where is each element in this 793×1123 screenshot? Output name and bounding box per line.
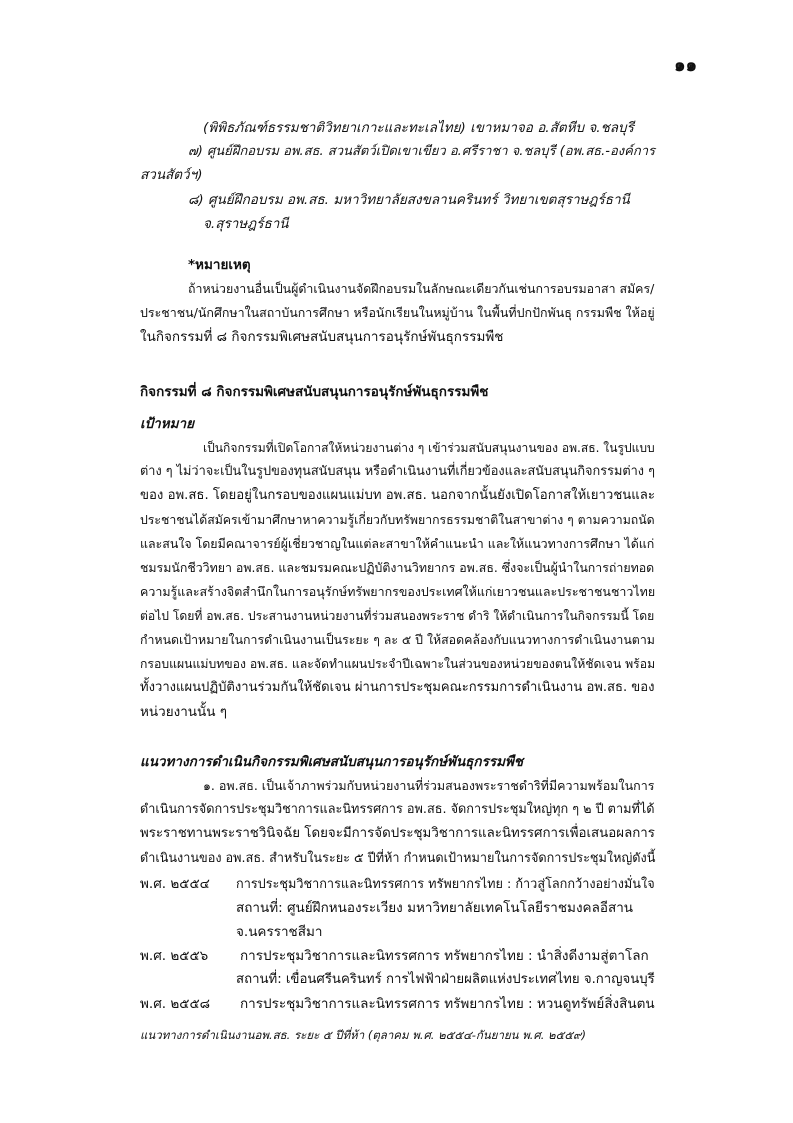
page-footer: แนวทางการดำเนินงานอพ.สธ. ระยะ ๕ ปีที่ห้า (ตุลาคม พ.ศ. ๒๕๕๔-กันยายน พ.ศ. ๒๕๕๙) xyxy=(140,1028,586,1042)
schedule-event: การประชุมวิชาการและนิทรรศการ ทรัพยากรไทย : ก้าวสู่โลกกว้างอย่างมั่นใจ xyxy=(236,876,655,891)
list-line: สวนสัตว์ฯ) xyxy=(140,167,203,183)
schedule-event: การประชุมวิชาการและนิทรรศการ ทรัพยากรไทย : นำสิ่งดีงามสู่ตาโลก xyxy=(240,948,649,964)
activity-heading: กิจกรรมที่ ๘ กิจกรรมพิเศษสนับสนุนการอนุรักษ์พันธุกรรมพืช xyxy=(140,384,489,400)
schedule-venue: จ.นครราชสีมา xyxy=(236,924,323,940)
list-line: (พิพิธภัณฑ์ธรรมชาติวิทยาเกาะและทะเลไทย) เขาหมาจอ อ.สัตหีบ จ.ชลบุรี xyxy=(203,120,634,136)
list-line: จ.สุราษฎร์ธานี xyxy=(203,216,289,232)
note-line: ถ้าหน่วยงานอื่นเป็นผู้ดำเนินงานจัดฝึกอบรมในลักษณะเดียวกันเช่นการอบรมอาสา สมัคร/ xyxy=(188,281,655,296)
goal-line: กรอบแผนแม่บทของ อพ.สธ. และจัดทำแผนประจำปีเฉพาะในส่วนของหน่วยของตนให้ชัดเจน พร้อม xyxy=(140,657,656,671)
list-item-7: ๗) ศูนย์ฝึกอบรม อพ.สธ. สวนสัตว์เปิดเขาเขียว อ.ศรีราชา จ.ชลบุรี (อพ.สธ.-องค์การ xyxy=(188,144,656,159)
goal-line: เป็นกิจกรรมที่เปิดโอกาสให้หน่วยงานต่าง ๆ เข้าร่วมสนับสนุนงานของ อพ.สธ. ในรูปแบบ xyxy=(203,441,655,455)
goal-line: หน่วยงานนั้น ๆ xyxy=(140,704,228,720)
goal-title: เป้าหมาย xyxy=(140,416,195,432)
guideline-line: ดำเนินงานของ อพ.สธ. สำหรับในระยะ ๕ ปีที่ห้า กำหนดเป้าหมายในการจัดการประชุมใหญ่ดังนี้ xyxy=(140,850,656,865)
page-number: ๑๑ xyxy=(674,55,697,76)
goal-line: ต่อไป โดยที่ อพ.สธ. ประสานงานหน่วยงานที่ร่วมสนองพระราช ดำริ ให้ดำเนินการในกิจกรรมนี้ โดย xyxy=(140,609,655,623)
schedule-venue: สถานที่: เขื่อนศรีนครินทร์ การไฟฟ้าฝ่ายผลิตแห่งประเทศไทย จ.กาญจนบุรี xyxy=(236,972,655,987)
goal-line: ชมรมนักชีววิทยา อพ.สธ. และชมรมคณะปฏิบัติงานวิทยากร อพ.สธ. ซึ่งจะเป็นผู้นำในการถ่ายทอด xyxy=(140,560,655,575)
schedule-year: พ.ศ. ๒๕๕๔ xyxy=(140,876,210,892)
guideline-title: แนวทางการดำเนินกิจกรรมพิเศษสนับสนุนการอนุรักษ์พันธุกรรมพืช xyxy=(140,754,524,770)
goal-line: ทั้งวางแผนปฏิบัติงานร่วมกันให้ชัดเจน ผ่านการประชุมคณะกรรมการดำเนินงาน อพ.สธ. ของ xyxy=(140,680,655,695)
schedule-year: พ.ศ. ๒๕๕๘ xyxy=(140,996,211,1012)
guideline-line: ดำเนินการจัดการประชุมวิชาการและนิทรรศการ อพ.สธ. จัดการประชุมใหญ่ทุก ๆ ๒ ปี ตามที่ได้ xyxy=(140,802,655,817)
goal-line: ต่าง ๆ ไม่ว่าจะเป็นในรูปของทุนสนับสนุน หรือดำเนินงานที่เกี่ยวข้องและสนับสนุนกิจกรรมต่าง ๆ xyxy=(140,464,655,479)
goal-line: ประชาชนได้สมัครเข้ามาศึกษาหาความรู้เกี่ยวกับทรัพยากรธรรมชาติในสาขาต่าง ๆ ตามความถนัด xyxy=(140,513,655,527)
goal-line: กำหนดเป้าหมายในการดำเนินงานเป็นระยะ ๆ ละ ๕ ปี ให้สอดคล้องกับแนวทางการดำเนินงานตาม xyxy=(140,633,655,647)
note-title: *หมายเหตุ xyxy=(188,257,251,273)
schedule-venue: สถานที่: ศูนย์ฝึกหนองระเวียง มหาวิทยาลัยเทคโนโลยีราชมงคลอีสาน xyxy=(236,900,634,916)
schedule-event: การประชุมวิชาการและนิทรรศการ ทรัพยากรไทย : หวนดูทรัพย์สิ่งสินตน xyxy=(240,996,655,1012)
goal-line: ความรู้และสร้างจิตสำนึกในการอนุรักษ์ทรัพยากรของประเทศให้แก่เยาวชนและประชาชนชาวไทย xyxy=(140,584,656,599)
note-line: ในกิจกรรมที่ ๘ กิจกรรมพิเศษสนับสนุนการอนุรักษ์พันธุกรรมพืช xyxy=(140,329,504,345)
guideline-line: พระราชทานพระราชวินิจฉัย โดยจะมีการจัดประชุมวิชาการและนิทรรศการเพื่อเสนอผลการ xyxy=(140,826,655,841)
guideline-line: ๑. อพ.สธ. เป็นเจ้าภาพร่วมกับหน่วยงานที่ร่วมสนองพระราชดำริที่มีความพร้อมในการ xyxy=(203,778,655,793)
list-item-8: ๘) ศูนย์ฝึกอบรม อพ.สธ. มหาวิทยาลัยสงขลานครินทร์ วิทยาเขตสุราษฎร์ธานี xyxy=(188,192,630,208)
goal-line: ของ อพ.สธ. โดยอยู่ในกรอบของแผนแม่บท อพ.สธ. นอกจากนั้นยังเปิดโอกาสให้เยาวชนและ xyxy=(140,488,655,503)
goal-line: และสนใจ โดยมีคณาจารย์ผู้เชี่ยวชาญในแต่ละสาขาให้คำแนะนำ และให้แนวทางการศึกษา ได้แก่ xyxy=(140,536,655,551)
note-line: ประชาชน/นักศึกษาในสถาบันการศึกษา หรือนักเรียนในหมู่บ้าน ในพื้นที่ปกปักพันธุ กรรมพืช ให้อยู่ xyxy=(140,305,655,320)
schedule-year: พ.ศ. ๒๕๕๖ xyxy=(140,948,209,964)
